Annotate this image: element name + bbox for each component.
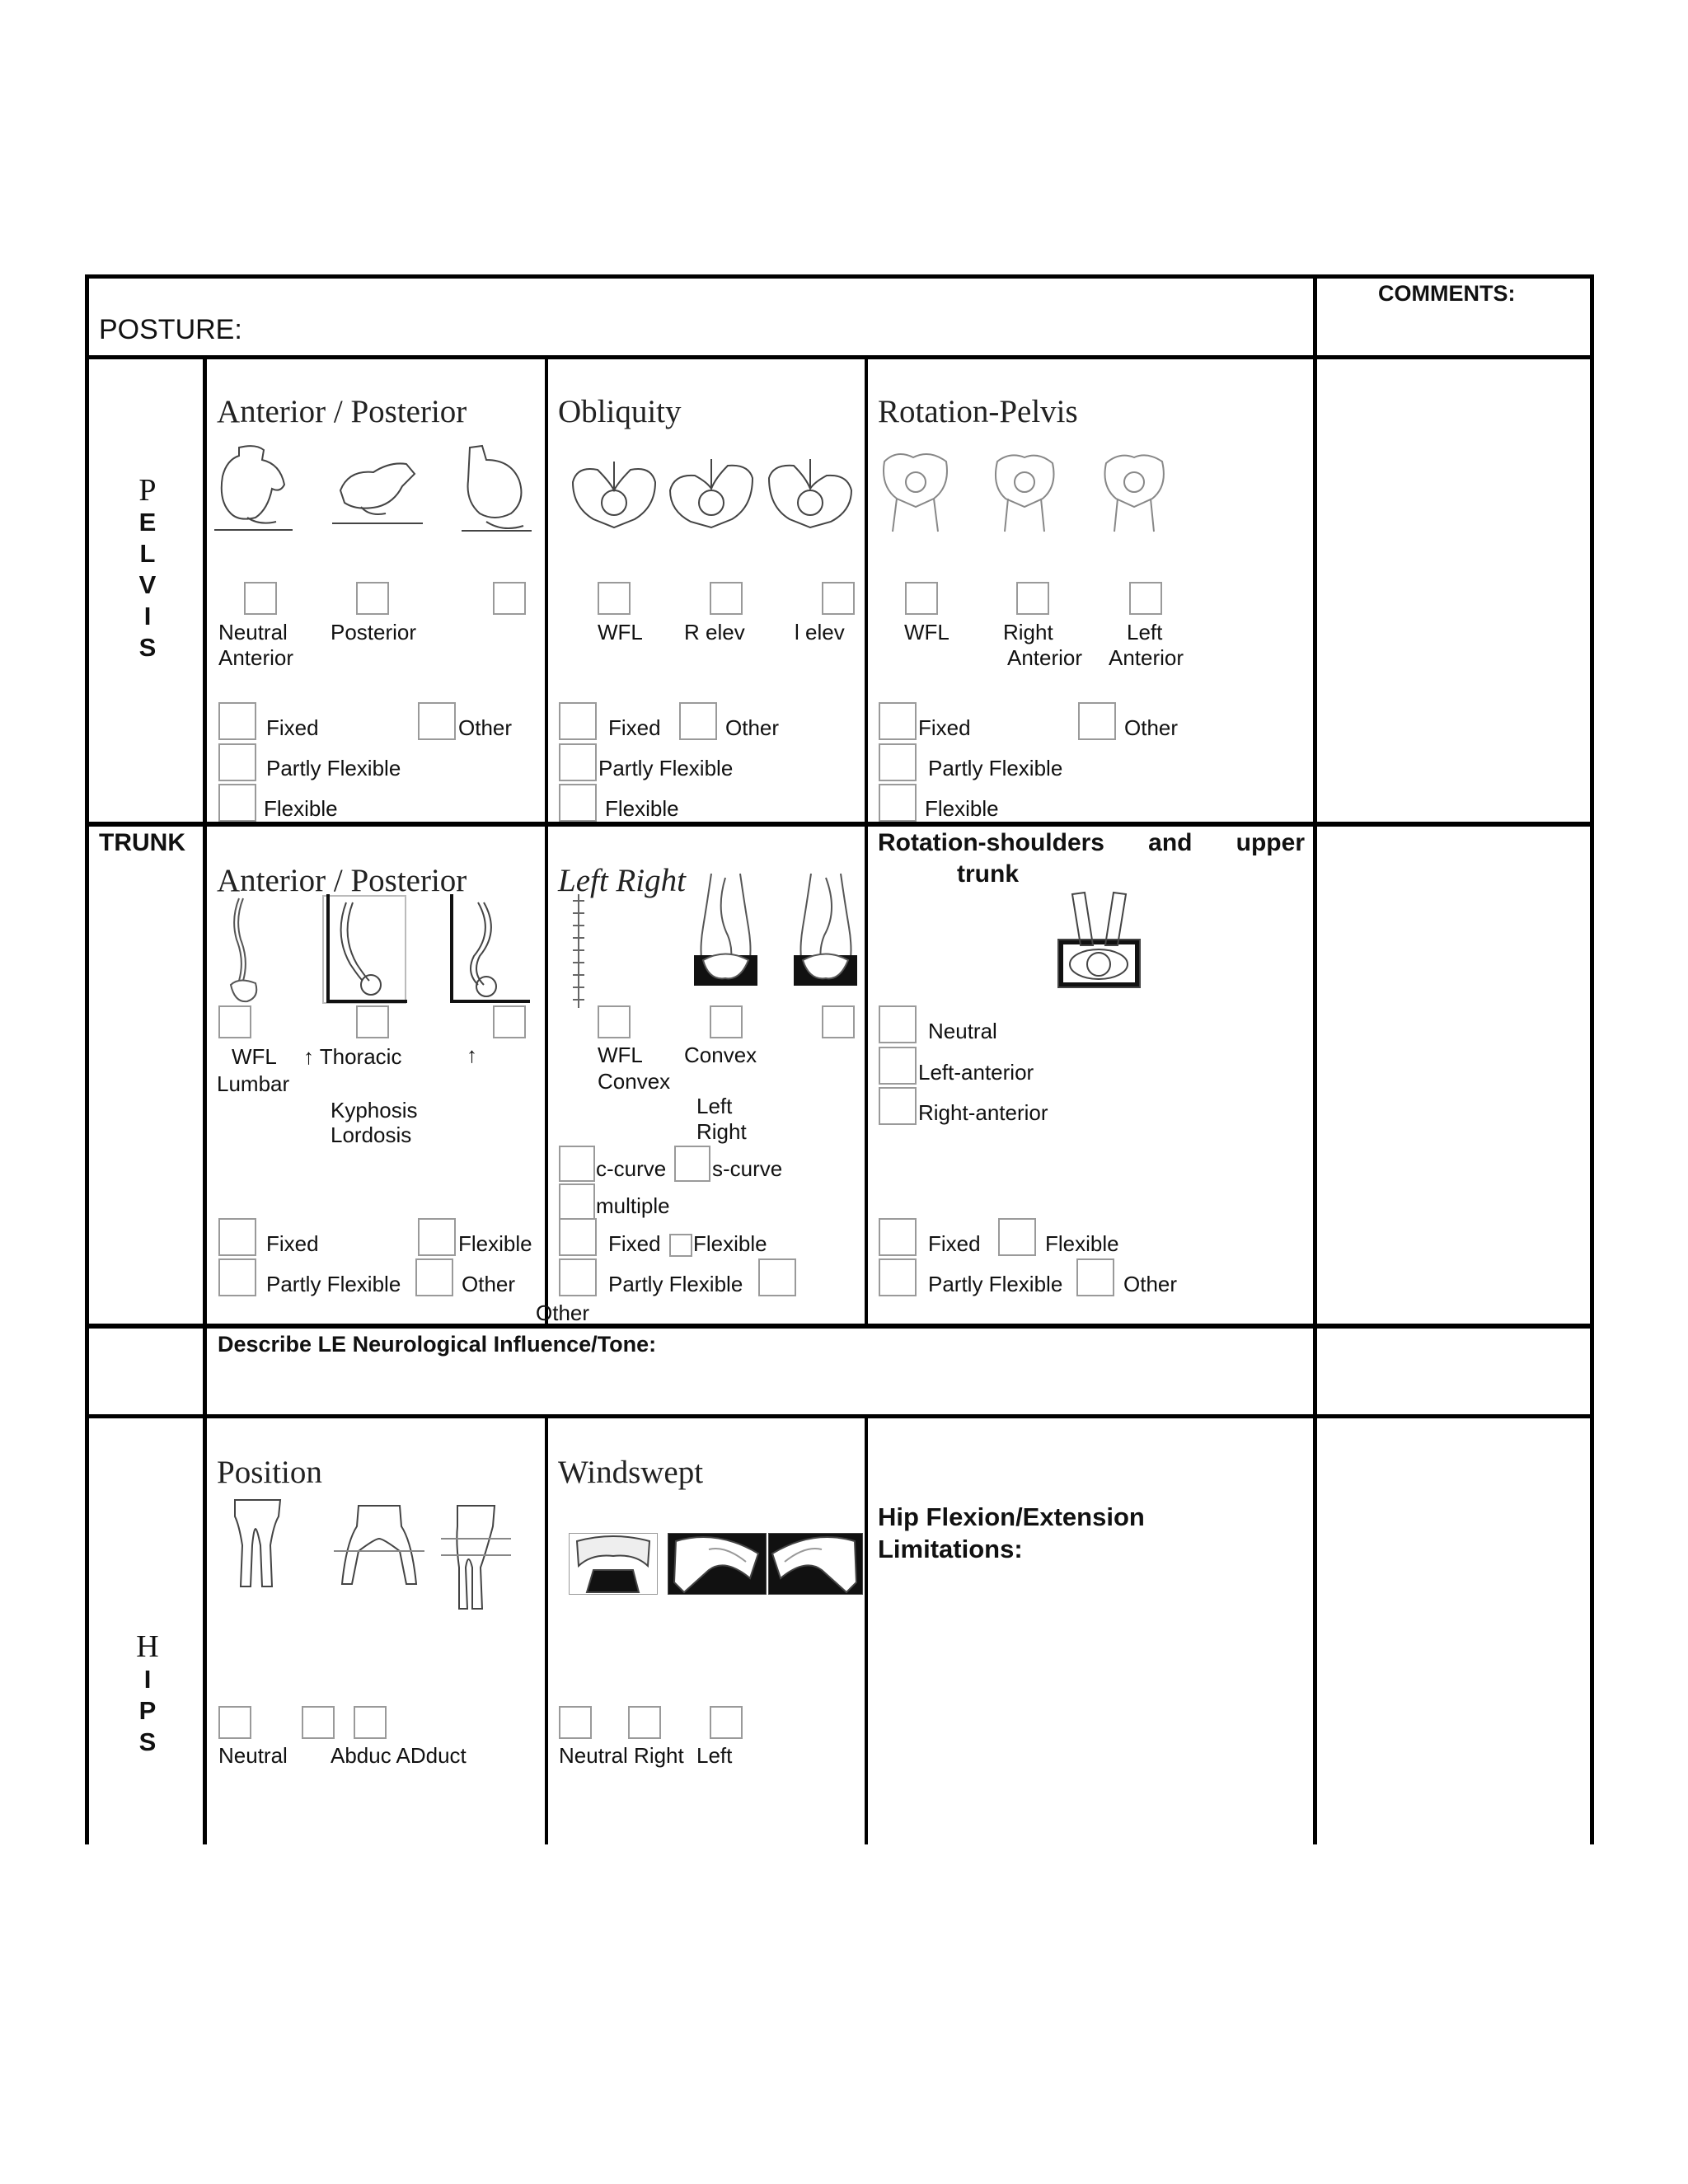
posture-label: POSTURE: (99, 314, 242, 345)
windswept-neutral-right-label: Neutral Right (559, 1743, 684, 1768)
trunk-lr-fixed-label: Fixed (608, 1231, 661, 1256)
hips-abduc-adduct-label: Abduc ADduct (331, 1743, 467, 1768)
trunk-lordosis-figure (449, 894, 532, 1005)
trunk-rot-left-checkbox[interactable] (879, 1047, 917, 1085)
pelvis-neutral-label: Neutral (218, 620, 288, 644)
hips-neutral-figure (223, 1496, 293, 1595)
trunk-multiple-checkbox[interactable] (559, 1183, 595, 1220)
pelvis-ap-title: Anterior / Posterior (217, 394, 467, 429)
rotation-left-anterior-label: Anterior (1109, 645, 1184, 670)
trunk-lr-wfl-figure (566, 893, 591, 1012)
trunk-ap-partly-label: Partly Flexible (266, 1272, 401, 1296)
pelvis-posterior-figure (462, 443, 532, 534)
rotation-right-label: Right (1003, 620, 1053, 644)
pelvis-neutral-figure (214, 443, 293, 534)
trunk-ap-flexible-label: Flexible (458, 1231, 532, 1256)
rotation-flexible-checkbox[interactable] (879, 784, 917, 822)
pelvis-anterior-checkbox[interactable] (356, 582, 389, 615)
trunk-lr-fixed-checkbox[interactable] (559, 1218, 597, 1256)
side-col-divider (203, 355, 207, 1844)
rotation-other-checkbox[interactable] (1078, 702, 1116, 740)
trunk-lumbar-label: Lumbar (217, 1071, 290, 1096)
trunk-lr-partly-label: Partly Flexible (608, 1272, 743, 1296)
rotation-right-checkbox[interactable] (1016, 582, 1049, 615)
windswept-neutral-checkbox[interactable] (559, 1706, 592, 1739)
trunk-thoracic-checkbox[interactable] (356, 1005, 389, 1038)
trunk-kyphosis-label: Kyphosis (331, 1098, 418, 1122)
trunk-convex-label-b: Convex (598, 1069, 671, 1094)
hips-neutral-label: Neutral (218, 1743, 288, 1768)
windswept-left-label: Left (696, 1743, 733, 1768)
rotation-left-label: Left (1127, 620, 1163, 644)
trunk-lr-title: Left Right (558, 863, 686, 898)
rotation-other-label: Other (1124, 715, 1179, 740)
table-border-left (85, 274, 89, 1844)
trunk-rot-left-label: Left-anterior (918, 1060, 1034, 1085)
windswept-left-figure (768, 1533, 863, 1595)
trunk-rot-neutral-label: Neutral (928, 1019, 997, 1043)
row-divider-4 (85, 1414, 1594, 1418)
obliquity-partly-label: Partly Flexible (598, 756, 734, 780)
trunk-side-label: TRUNK (99, 829, 185, 856)
obliquity-flexible-label: Flexible (605, 796, 679, 821)
trunk-ap-other-checkbox[interactable] (415, 1258, 453, 1296)
trunk-rot-right-label: Right-anterior (918, 1100, 1048, 1125)
rotation-fixed-label: Fixed (918, 715, 971, 740)
pelvis-ap-other-checkbox[interactable] (418, 702, 456, 740)
hips-position-title: Position (217, 1455, 322, 1490)
obliquity-flexible-checkbox[interactable] (559, 784, 597, 822)
hips-abduct-figure (334, 1502, 424, 1596)
windswept-left-checkbox[interactable] (710, 1706, 743, 1739)
trunk-ap-flexible-checkbox[interactable] (418, 1218, 456, 1256)
trunk-wfl-checkbox[interactable] (218, 1005, 251, 1038)
rotation-right-anterior-label: Anterior (1007, 645, 1083, 670)
trunk-lr-wfl-label: WFL (598, 1043, 643, 1067)
trunk-left-label: Left (696, 1094, 733, 1118)
pelvis-neutral-checkbox[interactable] (244, 582, 277, 615)
col-divider-2 (865, 355, 868, 1324)
trunk-ap-fixed-checkbox[interactable] (218, 1218, 256, 1256)
trunk-right-label: Right (696, 1119, 747, 1144)
trunk-lr-other-checkbox[interactable] (758, 1258, 796, 1296)
pelvis-ap-flexible-checkbox[interactable] (218, 784, 256, 822)
trunk-lordosis-checkbox[interactable] (493, 1005, 526, 1038)
obliquity-other-label: Other (725, 715, 780, 740)
comments-label: COMMENTS: (1378, 281, 1516, 306)
trunk-rotation-figure (1056, 886, 1142, 993)
obliquity-other-checkbox[interactable] (679, 702, 717, 740)
trunk-rot-neutral-checkbox[interactable] (879, 1005, 917, 1043)
col-divider-2b (865, 1414, 868, 1844)
windswept-right-figure (668, 1533, 767, 1595)
pelvis-ap-fixed-checkbox[interactable] (218, 702, 256, 740)
rotation-wfl-label: WFL (904, 620, 950, 644)
obliquity-lelev-checkbox[interactable] (822, 582, 855, 615)
pelvis-side-label: P E L V I S (138, 473, 157, 662)
pelvis-ap-fixed-label: Fixed (266, 715, 319, 740)
trunk-rot-partly-checkbox[interactable] (879, 1258, 917, 1296)
trunk-convex-label-a: Convex (684, 1043, 757, 1067)
trunk-wfl-figure (218, 894, 268, 1005)
trunk-rot-fixed-label: Fixed (928, 1231, 981, 1256)
trunk-rot-other-label: Other (1123, 1272, 1178, 1296)
pelvis-anterior-figure (332, 457, 423, 527)
trunk-ap-fixed-label: Fixed (266, 1231, 319, 1256)
pelvis-ap-flexible-label: Flexible (264, 796, 338, 821)
trunk-rot-flexible-checkbox[interactable] (998, 1218, 1036, 1256)
trunk-lr-wfl-checkbox[interactable] (598, 1005, 631, 1038)
rotation-wfl-figure (876, 445, 954, 536)
hips-side-label: H I P S (136, 1629, 159, 1756)
trunk-lr-partly-checkbox[interactable] (559, 1258, 597, 1296)
neuro-label: Describe LE Neurological Influence/Tone: (218, 1332, 657, 1357)
rotation-flexible-label: Flexible (925, 796, 999, 821)
hips-adduct-checkbox[interactable] (354, 1706, 387, 1739)
hips-abduct-checkbox[interactable] (302, 1706, 335, 1739)
obliquity-lelev-figure (765, 457, 856, 532)
trunk-lr-flexible-label: Flexible (693, 1231, 767, 1256)
obliquity-fixed-checkbox[interactable] (559, 702, 597, 740)
trunk-rot-partly-label: Partly Flexible (928, 1272, 1063, 1296)
obliquity-wfl-checkbox[interactable] (598, 582, 631, 615)
trunk-convex-right-figure (793, 869, 859, 989)
obliquity-fixed-label: Fixed (608, 715, 661, 740)
rotation-partly-label: Partly Flexible (928, 756, 1063, 780)
trunk-thoracic-figure (321, 894, 408, 1005)
table-border-right (1590, 274, 1594, 1844)
col-divider-1 (545, 355, 548, 1324)
hips-neutral-checkbox[interactable] (218, 1706, 251, 1739)
obliquity-wfl-label: WFL (598, 620, 643, 644)
pelvis-obliquity-title: Obliquity (558, 394, 682, 429)
trunk-convex-right-checkbox[interactable] (822, 1005, 855, 1038)
row-divider-3 (85, 1324, 1594, 1329)
trunk-lr-flexible-checkbox[interactable] (669, 1234, 692, 1257)
trunk-ap-other-label: Other (462, 1272, 516, 1296)
obliquity-partly-checkbox[interactable] (559, 743, 597, 781)
trunk-lordosis-label: Lordosis (331, 1122, 412, 1147)
trunk-arrow-label: ↑ (467, 1043, 477, 1067)
trunk-ap-title: Anterior / Posterior (217, 863, 467, 898)
pelvis-rotation-title: Rotation-Pelvis (878, 394, 1078, 429)
trunk-thoracic-label: ↑ Thoracic (303, 1044, 402, 1069)
hips-windswept-title: Windswept (558, 1455, 704, 1490)
row-divider-1 (85, 355, 1594, 359)
trunk-rot-other-checkbox[interactable] (1076, 1258, 1114, 1296)
rotation-left-checkbox[interactable] (1129, 582, 1162, 615)
trunk-multiple-label: multiple (596, 1193, 670, 1218)
trunk-rot-fixed-checkbox[interactable] (879, 1218, 917, 1256)
obliquity-wfl-figure (569, 457, 659, 532)
trunk-c-curve-checkbox[interactable] (559, 1146, 595, 1182)
obliquity-relev-figure (666, 457, 757, 532)
rotation-left-figure (1096, 445, 1175, 536)
trunk-s-curve-label: s-curve (712, 1156, 783, 1181)
trunk-convex-left-checkbox[interactable] (710, 1005, 743, 1038)
pelvis-ap-partly-label: Partly Flexible (266, 756, 401, 780)
trunk-wfl-label: WFL (232, 1044, 277, 1069)
rotation-fixed-checkbox[interactable] (879, 702, 917, 740)
trunk-s-curve-checkbox[interactable] (674, 1146, 710, 1182)
rotation-right-figure (985, 445, 1063, 536)
col-divider-1b (545, 1414, 548, 1844)
rotation-wfl-checkbox[interactable] (905, 582, 938, 615)
trunk-lr-other-label: Other (536, 1301, 590, 1325)
pelvis-anterior-label: Anterior (218, 645, 294, 670)
windswept-neutral-figure (569, 1533, 658, 1595)
trunk-rotation-title-line2: trunk (957, 860, 1019, 888)
windswept-right-checkbox[interactable] (628, 1706, 661, 1739)
trunk-rot-right-checkbox[interactable] (879, 1087, 917, 1125)
hips-adduct-figure (441, 1502, 511, 1617)
obliquity-relev-checkbox[interactable] (710, 582, 743, 615)
trunk-ap-partly-checkbox[interactable] (218, 1258, 256, 1296)
obliquity-relev-label: R elev (684, 620, 745, 644)
row-divider-2 (85, 822, 1594, 827)
trunk-rotation-title-line1: Rotation-shoulders and upper (878, 829, 1305, 856)
pelvis-ap-partly-checkbox[interactable] (218, 743, 256, 781)
hip-flexion-label-line2: Limitations: (878, 1535, 1023, 1563)
rotation-partly-checkbox[interactable] (879, 743, 917, 781)
obliquity-lelev-label: l elev (795, 620, 845, 644)
trunk-c-curve-label: c-curve (596, 1156, 667, 1181)
pelvis-posterior-checkbox[interactable] (493, 582, 526, 615)
table-border-top (85, 274, 1594, 279)
pelvis-posterior-label: Posterior (331, 620, 417, 644)
pelvis-ap-other-label: Other (458, 715, 513, 740)
comments-divider (1313, 274, 1317, 1844)
trunk-rot-flexible-label: Flexible (1045, 1231, 1119, 1256)
trunk-convex-left-figure (691, 869, 761, 989)
hip-flexion-label-line1: Hip Flexion/Extension (878, 1502, 1145, 1531)
